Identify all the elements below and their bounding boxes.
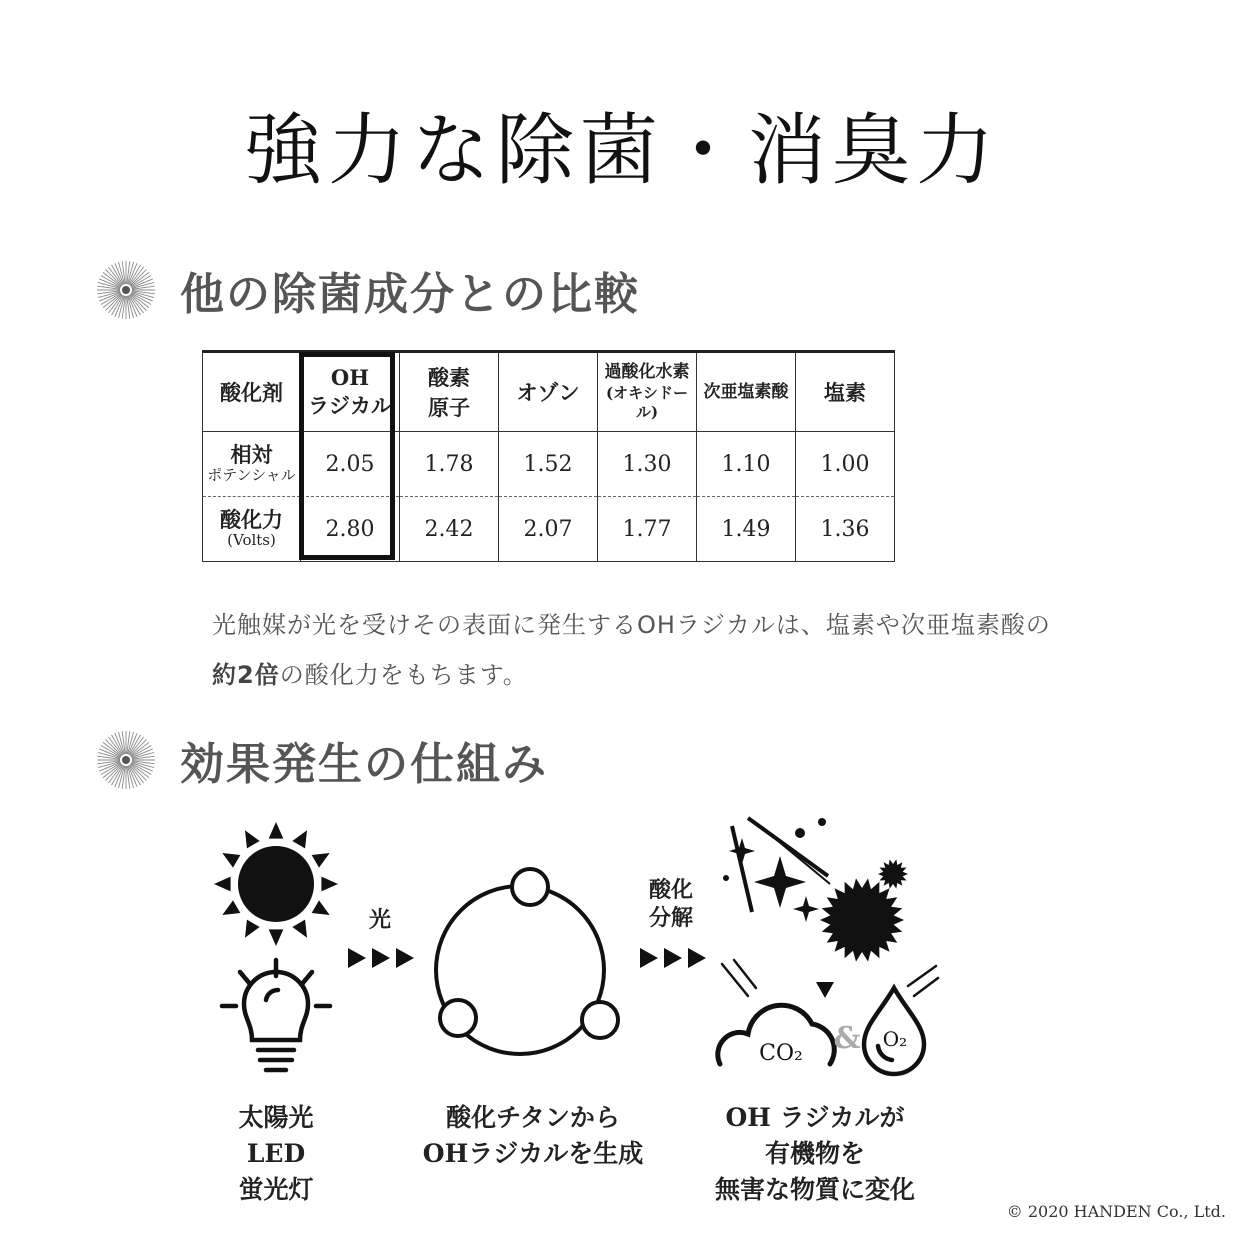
o2-label: O₂	[882, 1027, 908, 1051]
co2-label: CO₂	[759, 1041, 803, 1066]
row-label-oxidizing-power: 酸化力 (Volts)	[203, 497, 301, 562]
arrow-label-oxidation: 酸化 分解	[648, 877, 693, 931]
table-cell: 2.05	[301, 432, 400, 497]
table-cell: 2.07	[499, 497, 598, 562]
arrow-triangles-1	[348, 948, 414, 968]
ampersand: &	[833, 1021, 861, 1056]
table-cell: 2.42	[400, 497, 499, 562]
table-cell: 1.78	[400, 432, 499, 497]
o2-drop-icon	[864, 966, 938, 1074]
table-cell: 2.80	[301, 497, 400, 562]
table-cell: 1.49	[697, 497, 796, 562]
arrow-triangles-2	[640, 948, 706, 968]
section-heading-text: 効果発生の仕組み	[180, 739, 548, 790]
table-cell: 1.52	[499, 432, 598, 497]
description-line-2: 約2倍の酸化力をもちます。	[212, 661, 528, 689]
dirt-particles-icon	[723, 818, 908, 998]
caption-titanium-oxide: 酸化チタンから OHラジカルを生成	[422, 1103, 644, 1168]
page-title: 強力な除菌・消臭力	[243, 106, 1000, 196]
header-ozone: オゾン	[499, 352, 598, 432]
light-bulb-icon	[222, 960, 330, 1070]
header-hydrogen-peroxide: 過酸化水素 (オキシドール)	[598, 352, 697, 432]
header-oxygen-atom: 酸素 原子	[400, 352, 499, 432]
table-cell: 1.10	[697, 432, 796, 497]
header-oxidant: 酸化剤	[203, 352, 301, 432]
sun-icon	[214, 822, 338, 946]
table-cell: 1.00	[796, 432, 895, 497]
table-cell: 1.77	[598, 497, 697, 562]
description-line-1: 光触媒が光を受けその表面に発生するOHラジカルは、塩素や次亜塩素酸の	[212, 611, 1051, 639]
section-heading-text: 他の除菌成分との比較	[180, 269, 640, 320]
header-chlorine: 塩素	[796, 352, 895, 432]
table-cell: 1.30	[598, 432, 697, 497]
cycle-icon	[436, 869, 618, 1054]
row-label-relative-potential: 相対 ポテンシャル	[203, 432, 301, 497]
caption-light-sources: 太陽光 LED 蛍光灯	[238, 1103, 314, 1204]
table-cell: 1.36	[796, 497, 895, 562]
arrow-label-light: 光	[368, 907, 391, 933]
copyright: © 2020 HANDEN Co., Ltd.	[1006, 1202, 1226, 1221]
header-hypochlorous-acid: 次亜塩素酸	[697, 352, 796, 432]
header-oh-radical: OH ラジカル	[301, 352, 400, 432]
caption-oh-radical-effect: OH ラジカルが 有機物を 無害な物質に変化	[714, 1103, 915, 1204]
